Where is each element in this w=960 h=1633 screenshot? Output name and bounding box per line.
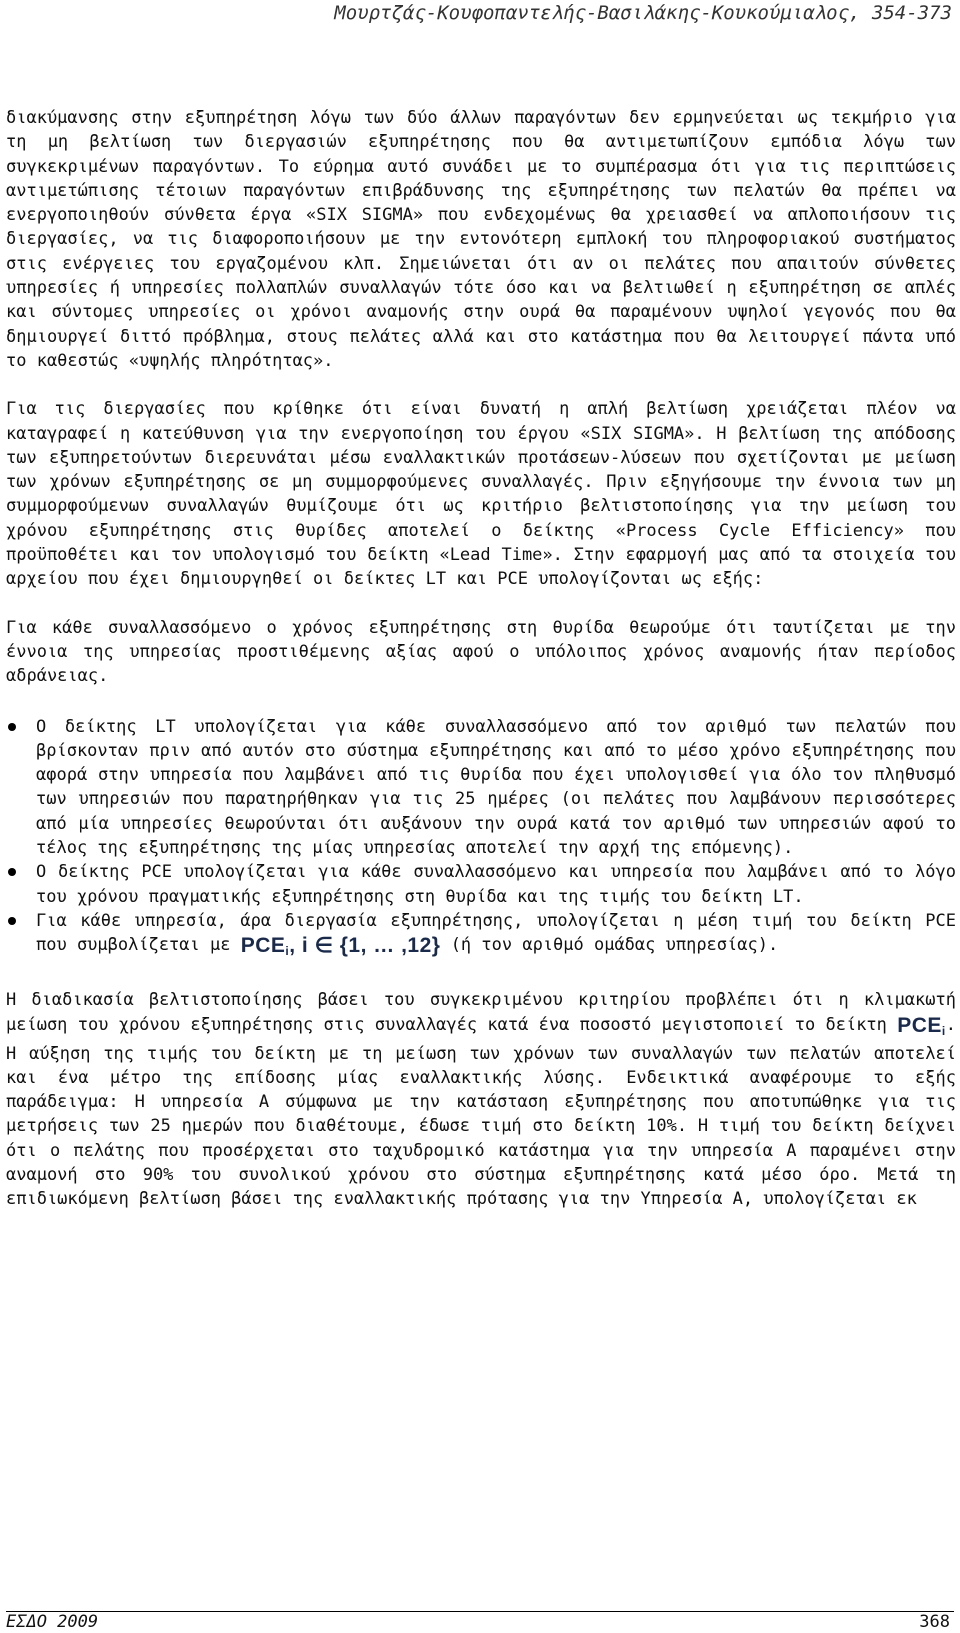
paragraph xyxy=(6,988,956,1211)
bullet-list xyxy=(6,715,956,963)
paragraph-text: Η διαδικασία βελτιστοποίησης βάσει του συγκεκριμένου κριτηρίου προβλέπει ότι η κλιμακωτή μείωση του χρόνου εξυπηρέτησης στις συναλλαγές κατά ένα ποσοστό μεγιστοποιεί το δείκτη xyxy=(6,990,956,1035)
pce-symbol: PCE xyxy=(897,1013,942,1037)
pce-subscript: i xyxy=(941,1023,946,1038)
footer-divider xyxy=(6,1611,954,1612)
pce-symbol: PCE xyxy=(240,934,286,958)
document-body xyxy=(6,106,956,1212)
bullet-icon xyxy=(8,917,16,925)
paragraph: διακύμανσης στην εξυπηρέτηση λόγω των δύο άλλων παραγόντων δεν ερμηνεύεται ως τεκμήριο για τη μη βελτίωση των διεργασιών εξυπηρέτησης που θα αντιμετωπίζουν εμπόδια λόγω των συγκεκριμένων παραγόντων. Το εύρημα αυτό συνάδει με το συμπέρασμα ότι για τις περιπτώσεις αντιμετώπισης τέτοιων παραγόντων επιβράδυνσης της εξυπηρέτησης των πελατών θα πρέπει να ενεργοποιηθούν σύνθετα έργα «SIX SIGMA» που ενδεχομένως θα χρειασθεί να απλοποιήσουν τις διεργασίες, να τις διαφοροποιήσουν με την εντονότερη εμπλοκή του πληροφοριακού συστήματος στις ενέργειες του εργαζομένου κλπ. Σημειώνεται ότι αν οι πελάτες που απαιτούν σύνθετες υπηρεσίες ή υπηρεσίες πολλαπλών συναλλαγών τότε όσο και να βελτιωθεί η εξυπηρέτηση σε απλές και σύντομες υπηρεσίες οι χρόνοι αναμονής στην ουρά θα παραμένουν υψηλοί γεγονός που θα δημιουργεί διττό πρόβλημα, στους πελάτες αλλά και στο κατάστημα που θα λειτουργεί πάντα υπό το καθεστώς «υψηλής πληρότητας». xyxy=(6,108,956,371)
bullet-icon xyxy=(8,868,16,876)
bullet-icon xyxy=(8,723,16,731)
paragraph-text-tail: . Η αύξηση της τιμής του δείκτη με τη μείωση των χρόνων των συναλλαγών των πελατών αποτελεί και ένα μέτρο της επίδοσης μίας εναλλακτικής λύσης. Ενδεικτικά αναφέρουμε το εξής παράδειγμα: Η υπηρεσία Α σύμφωνα με την κατάσταση εξυπηρέτησης που αποτυπώθηκε για τις μετρήσεις των 25 ημερών που διαθέτουμε, έδωσε τιμή στο δείκτη 10%. Η τιμή του δείκτη δείχνει ότι ο πελάτης που προσέρχεται στο ταχυδρομικό κατάστημα για την υπηρεσία Α παραμένει στην αναμονή στο 90% του συνολικού χρόνου στο σύστημα εξυπηρέτησης κατά μέσο όρο. Μετά τη επιδιωκόμενη βελτίωση βάσει της εναλλακτικής πρότασης για την Υπηρεσία Α, υπολογίζεται εκ xyxy=(6,1014,956,1210)
running-header: Μουρτζάς-Κουφοπαντελής-Βασιλάκης-Κουκούμιαλος, 354-373 xyxy=(334,2,952,24)
list-item xyxy=(6,860,956,909)
pce-formula-image xyxy=(241,935,441,962)
list-item xyxy=(6,715,956,861)
list-item-text: Για κάθε υπηρεσία, άρα διεργασία εξυπηρέτησης, υπολογίζεται η μέση τιμή του δείκτη PCE που συμβολίζεται με xyxy=(36,910,956,956)
paragraph: Για κάθε συναλλασσόμενο ο χρόνος εξυπηρέτησης στη θυρίδα θεωρούμε ότι ταυτίζεται με την έννοια της υπηρεσίας προστιθέμενης αξίας αφού ο υπόλοιπος χρόνος αναμονής ήταν περίοδος αδράνειας. xyxy=(6,617,956,687)
paragraph: Για τις διεργασίες που κρίθηκε ότι είναι δυνατή η απλή βελτίωση χρειάζεται πλέον να καταγραφεί η κατεύθυνση για την ενεργοποίηση του έργου «SIX SIGMA». Η βελτίωση της απόδοσης των εξυπηρετούντων διερευνάται μέσω εναλλακτικών προτάσεων-λύσεων που σχετίζονται με μείωση των χρόνων εξυπηρέτησης σε μη συμμορφούμενες συναλλαγές. Πριν εξηγήσουμε την έννοια των μη συμμορφούμενων συναλλαγών θυμίζουμε ότι ως κριτήριο βελτιστοποίησης για την μείωση του χρόνου εξυπηρέτησης στις θυρίδες αποτελεί ο δείκτης «Process Cycle Efficiency» που προϋποθέτει και τον υπολογισμό του δείκτη «Lead Time». Στην εφαρμογή μας από τα στοιχεία του αρχείου που έχει δημιουργηθεί οι δείκτες LT και PCE υπολογίζονται ως εξής: xyxy=(6,399,956,590)
list-item-text-tail: (ή τον αριθμό ομάδας υπηρεσίας). xyxy=(450,935,779,956)
list-item-text: Ο δείκτης LT υπολογίζεται για κάθε συναλλασσόμενο από τον αριθμό των πελατών που βρίσκονταν πριν από αυτόν στο σύστημα εξυπηρέτησης και από το μέσο χρόνο εξυπηρέτησης που αφορά στην υπηρεσία που λαμβάνει από τις θυρίδα που έχει υπολογισθεί για όλο τον πληθυσμό των υπηρεσιών που παρατηρήθηκαν για τις 25 ημέρες (οι πελάτες που λαμβάνουν περισσότερες από μία υπηρεσίες θεωρούνται ότι αυξάνουν την ουρά κατά τον αριθμό των υπηρεσιών αφού το τέλος της εξυπηρέτησης της μίας υπηρεσίας αποτελεί την αρχή της επόμενης). xyxy=(36,716,956,859)
list-item xyxy=(6,909,956,962)
pce-subscript: i xyxy=(285,944,290,959)
index-set: , i ∈ {1, … ,12} xyxy=(289,934,441,958)
list-item-text: Ο δείκτης PCE υπολογίζεται για κάθε συναλλασσόμενο και υπηρεσία που λαμβάνει από το λόγο του χρόνου πραγματικής εξυπηρέτησης στη θυρίδα και της τιμής του δείκτη LT. xyxy=(36,862,956,907)
footer-conference: ΕΣΔΟ 2009 xyxy=(6,1612,99,1632)
page-number: 368 xyxy=(919,1612,950,1632)
pce-symbol-image xyxy=(897,1015,946,1042)
